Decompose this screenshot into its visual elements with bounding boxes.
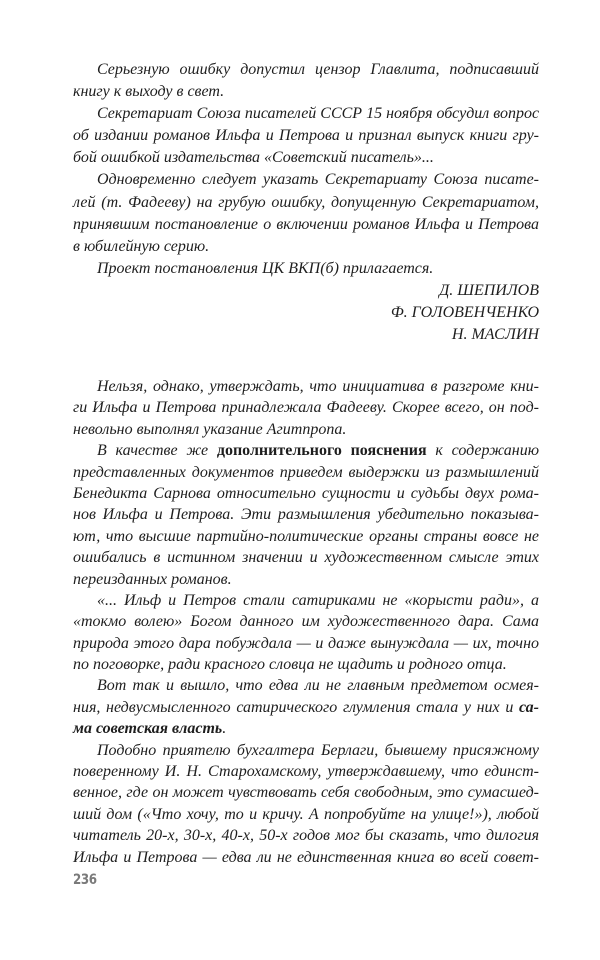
- paragraph: [73, 169, 539, 257]
- text-line: [73, 675, 539, 696]
- paragraph: [73, 258, 539, 280]
- text-line: [73, 483, 539, 504]
- text-segment: Подобно приятелю бухгалтера Берлаги, бывшему присяжному: [97, 741, 539, 759]
- text-line: [73, 376, 539, 397]
- text-segment: Секретариат Союза писателей СССР 15 ноября обсудил вопрос: [97, 105, 540, 123]
- signature: Ф. ГОЛОВЕНЧЕНКО: [390, 304, 539, 322]
- paragraph: [73, 590, 539, 676]
- text-line: [73, 569, 539, 590]
- text-line: [73, 125, 539, 147]
- text-line: [73, 740, 539, 761]
- bold-emphasis: са-: [518, 698, 539, 716]
- text-segment: Проект постановления ЦК ВКП(б) прилагается.: [97, 259, 434, 277]
- text-line: [73, 847, 539, 868]
- text-segment: поверенному И. Н. Старохамскому, утверждавшему, что единст-: [73, 763, 539, 781]
- text-line: [73, 236, 539, 258]
- text-line: [73, 397, 539, 418]
- text-line: [73, 761, 539, 782]
- text-segment: природа этого дара побуждала — и даже вынуждала — их, точно: [73, 634, 539, 652]
- text-line: [73, 590, 539, 611]
- signature: Н. МАСЛИН: [451, 326, 539, 344]
- text-segment: Одновременно следует указать Секретариату Союза писате-: [97, 171, 539, 189]
- text-line: [73, 147, 539, 169]
- text-segment: в юбилейную серию.: [73, 237, 210, 255]
- text-segment: В качестве же: [97, 442, 217, 460]
- text-segment: ния, недвусмысленного сатирического глумления стала у них и: [73, 698, 519, 716]
- text-line: [73, 504, 539, 525]
- text-segment: к содержанию: [426, 442, 539, 460]
- text-segment: ют, что высшие партийно-политические органы страны вовсе не: [73, 527, 539, 545]
- paragraph: [73, 740, 539, 868]
- page-number: 236: [73, 872, 97, 888]
- text-segment: Нельзя, однако, утверждать, что инициатива в разгроме кни-: [97, 378, 539, 395]
- text-segment: лей (т. Фадееву) на грубую ошибку, допущенную Секретариатом,: [73, 193, 539, 211]
- text-line: [73, 526, 539, 547]
- text-segment: венное, где он может чувствовать себя свободным, это сумасшед-: [73, 784, 539, 802]
- signature: Д. ШЕПИЛОВ: [439, 281, 539, 299]
- paragraph: [73, 103, 539, 169]
- text-segment: Вот так и вышло, что едва ли не главным предметом осмея-: [97, 677, 539, 695]
- bold-emphasis: ма советская власть: [73, 720, 223, 738]
- text-segment: «токмо волею» Богом данного им художественного дара. Сама: [73, 613, 539, 631]
- text-segment: Серьезную ошибку допустил цензор Главлита, подписавший: [97, 61, 539, 78]
- text-line: [73, 214, 539, 236]
- text-line: [73, 103, 539, 125]
- commentary-text: [73, 376, 539, 868]
- paragraph: [73, 376, 539, 440]
- text-line: [73, 633, 539, 654]
- text-segment: читатель 20-х, 30-х, 40-х, 50-х годов мог бы сказать, что дилогия: [73, 827, 539, 845]
- text-line: [73, 547, 539, 568]
- text-segment: представленных документов приведем выдержки из размышлений: [73, 463, 539, 481]
- text-line: [73, 192, 539, 214]
- text-segment: по поговорке, ради красного словца не щадить и родного отца.: [73, 656, 507, 674]
- text-segment: ошибались в истинном значении и художественном смысле этих: [73, 549, 539, 567]
- text-segment: .: [222, 720, 227, 738]
- text-segment: невольно выполнял указание Агитпропа.: [73, 420, 347, 438]
- paragraph: [73, 440, 539, 590]
- text-segment: «... Ильф и Петров стали сатириками не «корысти ради», а: [97, 591, 539, 609]
- paragraph: [73, 59, 539, 103]
- text-segment: Бенедикта Сарнова относительно сущности и судьбы двух рома-: [73, 484, 539, 502]
- text-segment: переизданных романов.: [73, 570, 232, 588]
- text-segment: ги Ильфа и Петрова принадлежала Фадееву. Скорее всего, он под-: [73, 399, 539, 417]
- bold-emphasis: дополнительного пояснения: [216, 442, 427, 460]
- text-line: [73, 169, 539, 191]
- text-segment: бой ошибкой издательства «Советский писатель»...: [73, 149, 434, 167]
- text-segment: нов Ильфа и Петрова. Эти размышления убедительно показыва-: [73, 506, 539, 524]
- text-line: [73, 462, 539, 483]
- text-segment: об издании романов Ильфа и Петрова и признал выпуск книги гру-: [73, 127, 539, 145]
- text-line: [73, 825, 539, 846]
- text-line: [73, 804, 539, 825]
- text-line: [73, 718, 539, 739]
- text-segment: Ильфа и Петрова — едва ли не единственная книга во всей совет-: [73, 848, 539, 866]
- text-segment: книгу к выходу в свет.: [73, 83, 225, 101]
- text-line: [73, 440, 539, 461]
- text-line: [73, 59, 539, 81]
- text-segment: принявшим постановление о включении романов Ильфа и Петрова: [73, 215, 539, 233]
- text-line: [73, 419, 539, 440]
- text-line: [73, 258, 539, 280]
- text-line: [73, 611, 539, 632]
- paragraph: [73, 675, 539, 739]
- text-segment: ший дом («Что хочу, то и кричу. А попробуйте на улице!»), любой: [73, 805, 539, 823]
- text-line: [73, 782, 539, 803]
- document-excerpt: [73, 59, 539, 346]
- text-line: [73, 697, 539, 718]
- text-line: [73, 81, 539, 103]
- text-line: [73, 654, 539, 675]
